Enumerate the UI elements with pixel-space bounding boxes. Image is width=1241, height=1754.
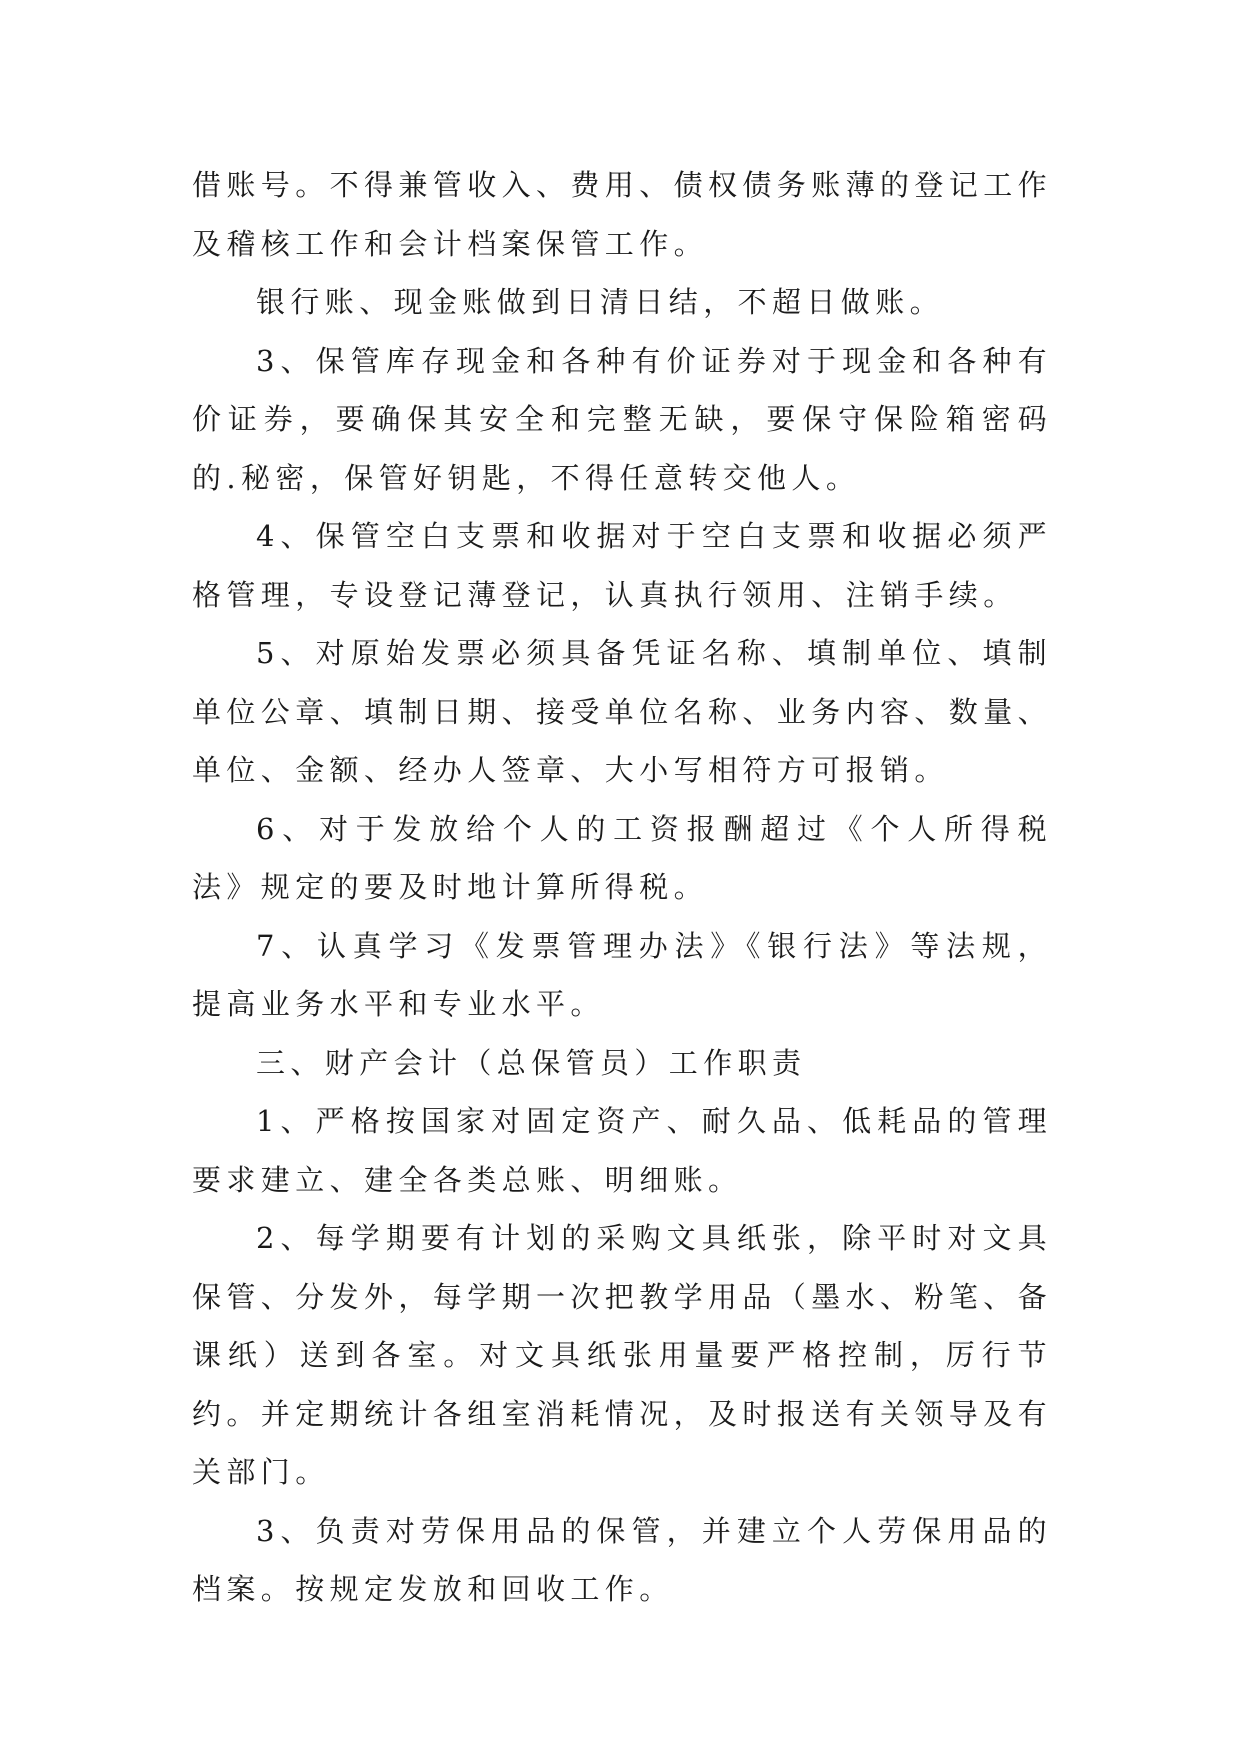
section-heading-property-accountant: 三、财产会计（总保管员）工作职责 bbox=[256, 1045, 807, 1080]
paragraph-item-5-invoices: 5、对原始发票必须具备凭证名称、填制单位、填制单位公章、填制日期、接受单位名称、业务内容、数量、单位、金额、经办人签章、大小写相符方可报销。 bbox=[192, 636, 1053, 787]
paragraph-item-7-study-laws: 7、认真学习《发票管理办法》《银行法》等法规，提高业务水平和专业水平。 bbox=[192, 928, 1052, 1021]
paragraph-item-1-ledgers: 1、严格按国家对固定资产、耐久品、低耗品的管理要求建立、建全各类总账、明细账。 bbox=[192, 1104, 1052, 1197]
document-body bbox=[192, 156, 1052, 1619]
paragraph-daily-settlement: 银行账、现金账做到日清日结，不超日做账。 bbox=[256, 285, 945, 319]
paragraph-item-3-labor-supplies: 3、负责对劳保用品的保管，并建立个人劳保用品的档案。按规定发放和回收工作。 bbox=[192, 1513, 1052, 1606]
paragraph-item-3-cash-securities: 3、保管库存现金和各种有价证券对于现金和各种有价证券，要确保其安全和完整无缺，要保守保险箱密码的.秘密，保管好钥匙，不得任意转交他人。 bbox=[192, 343, 1052, 495]
paragraph-item-6-income-tax: 6、对于发放给个人的工资报酬超过《个人所得税法》规定的要及时地计算所得税。 bbox=[192, 811, 1052, 904]
paragraph-continuation: 借账号。不得兼管收入、费用、债权债务账薄的登记工作及稽核工作和会计档案保管工作。 bbox=[192, 168, 1053, 261]
paragraph-item-2-stationery: 2、每学期要有计划的采购文具纸张，除平时对文具保管、分发外，每学期一次把教学用品（墨水、粉笔、备课纸）送到各室。对文具纸张用量要严格控制，厉行节约。并定期统计各组室消耗情况，及时报送有关领导及有关部门。 bbox=[192, 1221, 1053, 1489]
paragraph-item-4-blank-checks: 4、保管空白支票和收据对于空白支票和收据必须严格管理，专设登记薄登记，认真执行领用、注销手续。 bbox=[192, 519, 1052, 612]
